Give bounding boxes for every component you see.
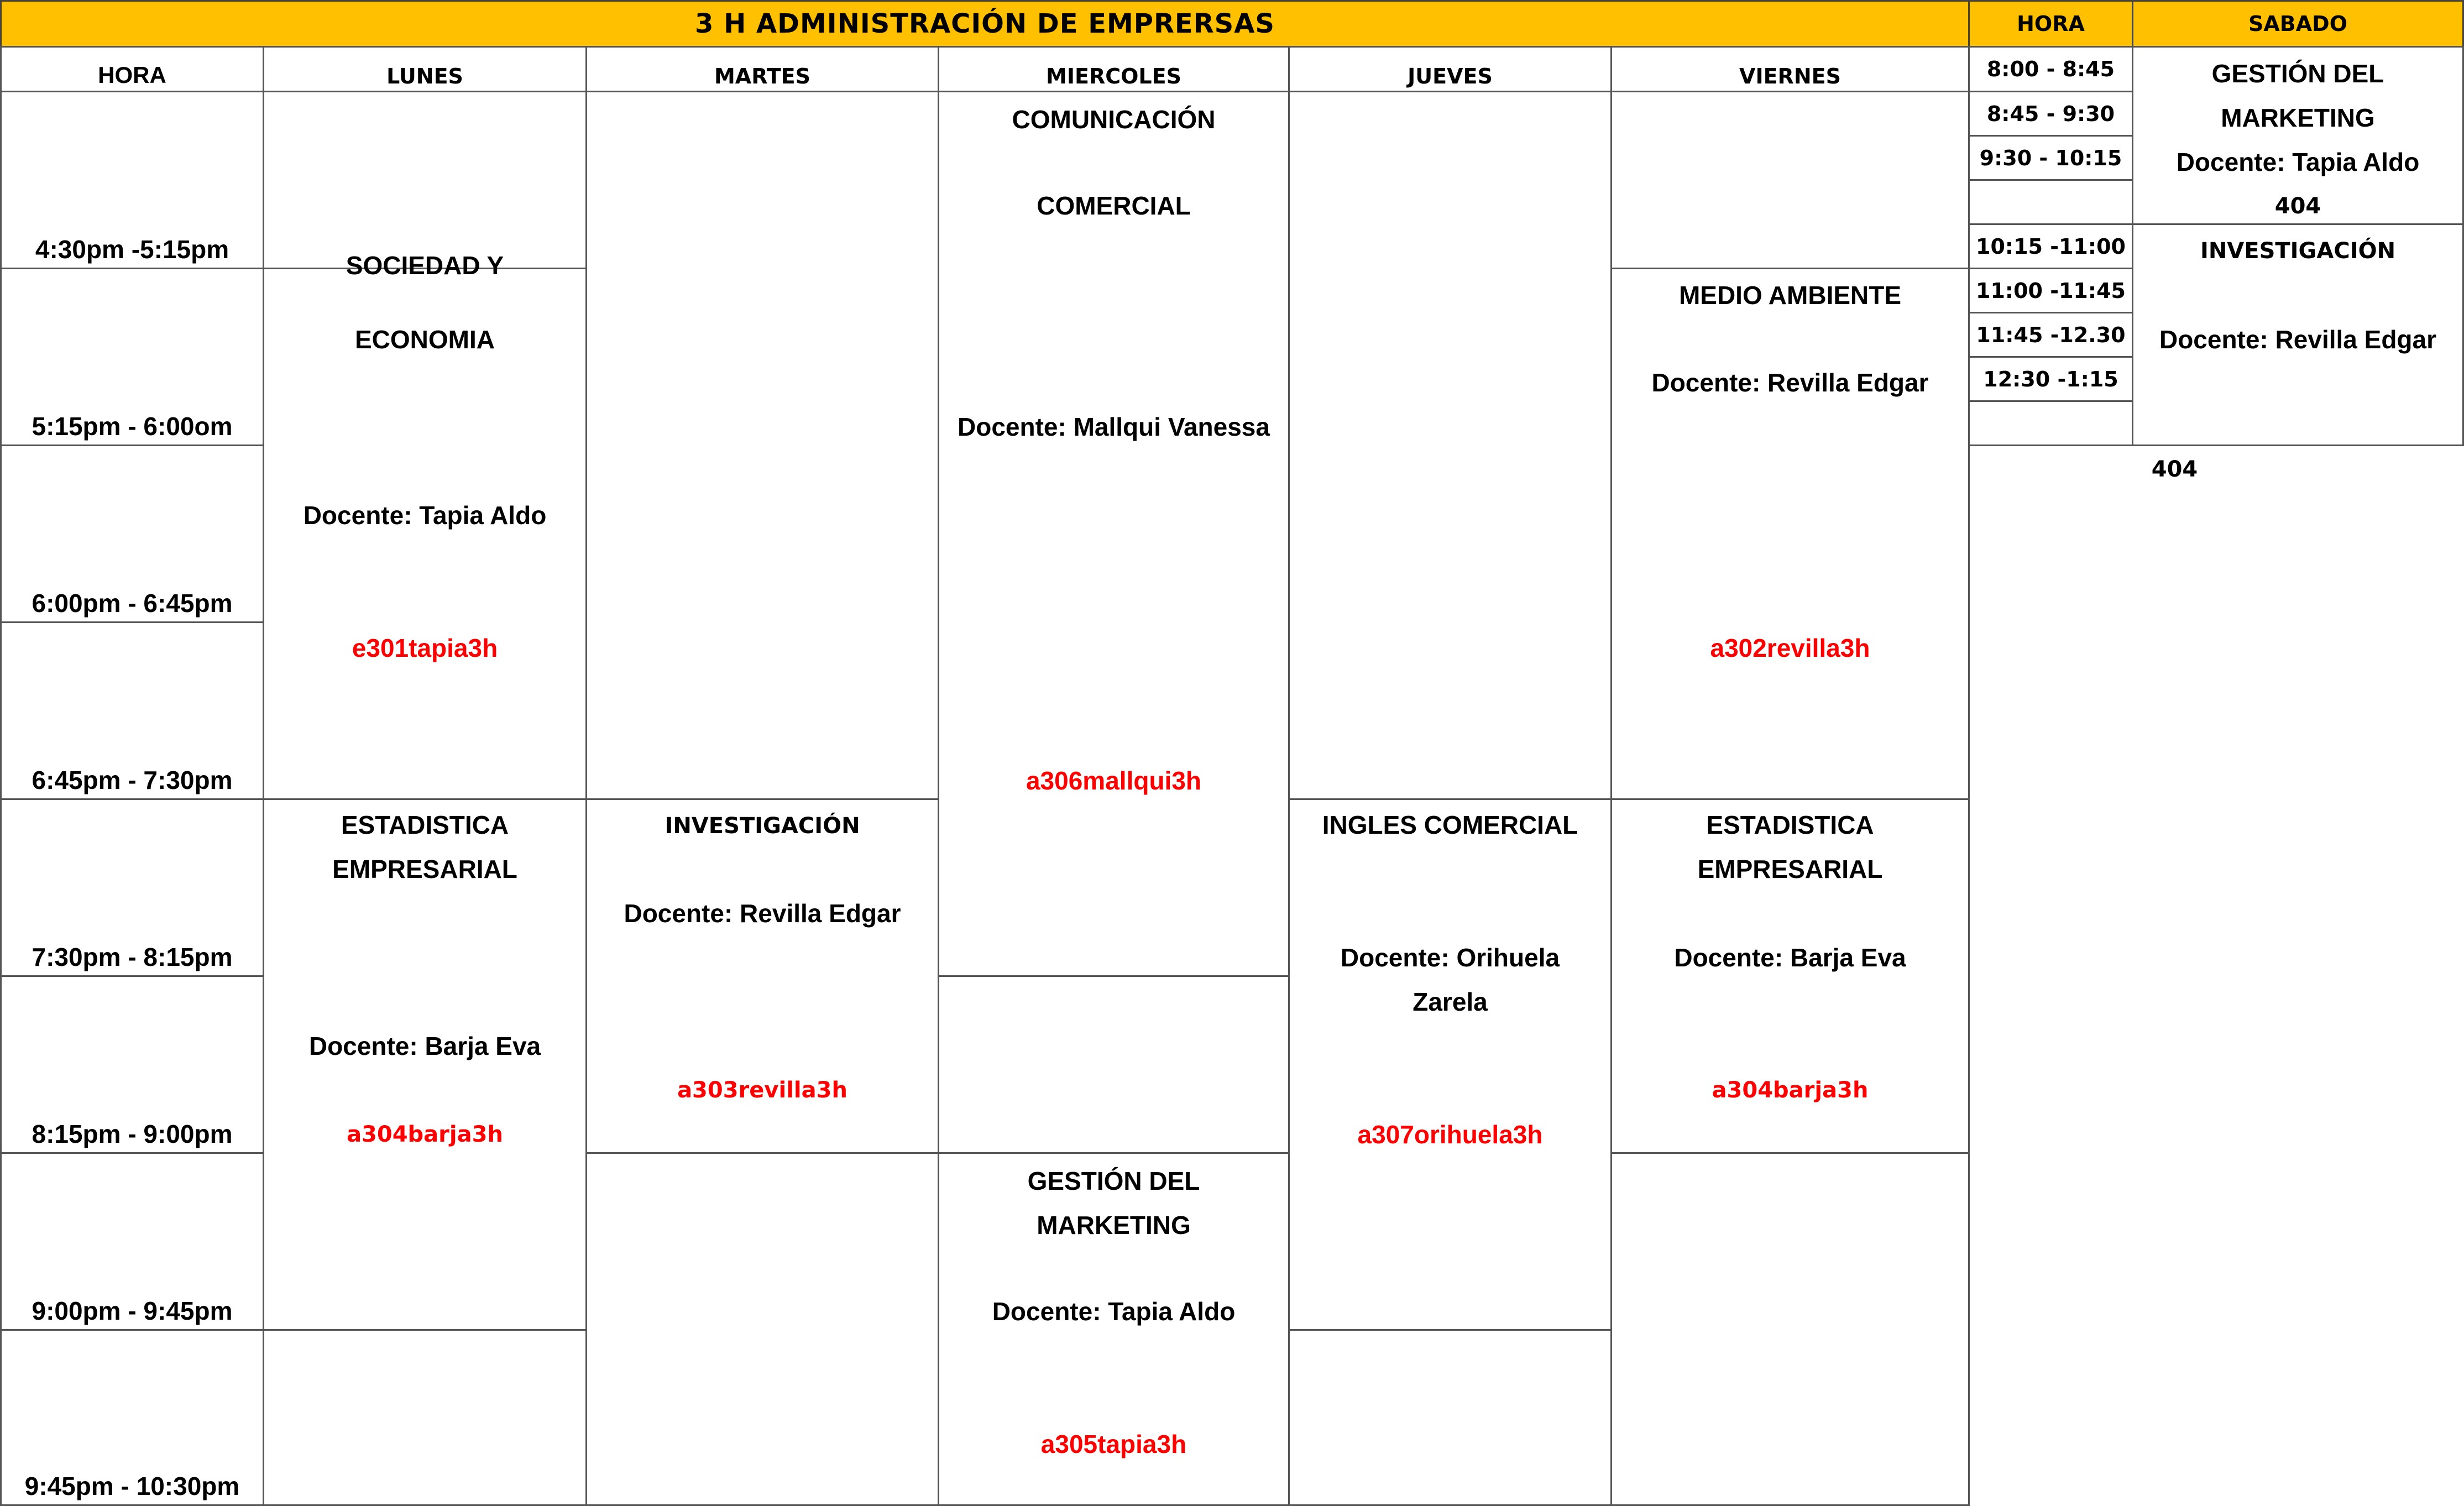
column-header-viernes: VIERNES	[1610, 46, 1970, 92]
saturday-time-slot: 8:00 - 8:45	[1968, 46, 2133, 92]
course-title: EMPRESARIAL	[1697, 855, 1883, 883]
time-slot: 6:00pm - 6:45pm	[0, 445, 264, 623]
saturday-time-slot: 11:45 -12.30	[1968, 312, 2133, 358]
saturday-time-slot: 9:30 - 10:15	[1968, 135, 2133, 181]
time-slot: 9:00pm - 9:45pm	[0, 1152, 264, 1331]
empty-cell	[1288, 1329, 1612, 1506]
time-slot: 6:45pm - 7:30pm	[0, 621, 264, 800]
empty-cell	[1288, 91, 1612, 800]
course-title: GESTIÓN DEL	[1027, 1167, 1200, 1195]
course-docente: Docente: Tapia Aldo	[992, 1297, 1236, 1326]
saturday-time-slot: 10:15 -11:00	[1968, 223, 2133, 269]
course-title: INVESTIGACIÓN	[665, 813, 860, 839]
course-block-estadistica	[1610, 798, 1970, 1154]
course-title: EMPRESARIAL	[332, 855, 517, 883]
column-header-martes: MARTES	[585, 46, 939, 92]
saturday-time-slot: 11:00 -11:45	[1968, 268, 2133, 313]
course-docente: Docente: Tapia Aldo	[2176, 148, 2420, 176]
column-header-hora: HORA	[0, 46, 264, 92]
course-title: MEDIO AMBIENTE	[1678, 281, 1902, 310]
course-title-cut: SOCIEDAD Y	[346, 251, 504, 280]
course-title: GESTIÓN DEL	[2211, 59, 2384, 88]
column-header-miercoles: MIERCOLES	[938, 46, 1290, 92]
course-docente: Docente: Orihuela	[1340, 943, 1560, 972]
time-slot: 7:30pm - 8:15pm	[0, 798, 264, 977]
course-title: INVESTIGACIÓN	[2200, 238, 2396, 264]
course-docente: Docente: Revilla Edgar	[2159, 325, 2437, 354]
course-block-sociedad-economia	[263, 251, 587, 800]
course-title: COMUNICACIÓN	[1012, 105, 1216, 134]
course-title: MARKETING	[1037, 1211, 1191, 1240]
course-room: 404	[2274, 194, 2321, 219]
time-slot: 8:15pm - 9:00pm	[0, 975, 264, 1154]
saturday-course-gestion-marketing	[2132, 46, 2464, 225]
empty-cell	[263, 1329, 587, 1506]
empty-cell	[1610, 1152, 1970, 1506]
saturday-room-label: 404	[2151, 457, 2198, 482]
time-slot: 5:15pm - 6:00om	[0, 268, 264, 446]
course-title: ESTADISTICA	[341, 810, 509, 839]
saturday-time-slot	[1968, 400, 2133, 446]
course-title: ECONOMIA	[355, 325, 495, 354]
empty-cell	[585, 1152, 939, 1506]
saturday-header-hora: HORA	[1968, 0, 2133, 48]
empty-cell	[938, 975, 1290, 1154]
course-docente: Zarela	[1413, 987, 1488, 1016]
saturday-header-day: SABADO	[2132, 0, 2464, 48]
course-docente: Docente: Barja Eva	[308, 1032, 541, 1060]
course-block-medio-ambiente	[1610, 268, 1970, 800]
course-code: a304barja3h	[1712, 1078, 1869, 1103]
course-docente: Docente: Mallqui Vanessa	[958, 412, 1270, 441]
course-block-ingles	[1288, 798, 1612, 1331]
course-block-estadistica	[263, 798, 587, 1331]
course-block-comunicacion	[938, 91, 1290, 977]
time-slot: 4:30pm -5:15pm	[0, 91, 264, 269]
empty-cell	[263, 91, 587, 269]
course-block-gestion-marketing	[938, 1152, 1290, 1506]
empty-cell	[585, 91, 939, 800]
column-header-jueves: JUEVES	[1288, 46, 1612, 92]
time-slot: 9:45pm - 10:30pm	[0, 1329, 264, 1506]
course-docente: Docente: Tapia Aldo	[303, 501, 547, 530]
course-docente: Docente: Revilla Edgar	[1651, 368, 1929, 397]
course-title: ESTADISTICA	[1706, 810, 1874, 839]
course-code: a307orihuela3h	[1357, 1120, 1543, 1149]
course-title: COMERCIAL	[1037, 191, 1191, 220]
course-code: e301tapia3h	[352, 634, 498, 662]
saturday-time-slot: 12:30 -1:15	[1968, 356, 2133, 402]
column-header-lunes: LUNES	[263, 46, 587, 92]
title-text: 3 H ADMINISTRACIÓN DE EMPRERSAS	[695, 8, 1275, 39]
schedule-title	[0, 0, 1970, 48]
course-title: MARKETING	[2221, 103, 2375, 132]
saturday-time-slot	[1968, 179, 2133, 225]
course-docente: Docente: Revilla Edgar	[624, 899, 901, 928]
course-code: a302revilla3h	[1710, 634, 1870, 662]
course-block-investigacion	[585, 798, 939, 1154]
course-code: a303revilla3h	[677, 1078, 848, 1103]
saturday-time-slot: 8:45 - 9:30	[1968, 91, 2133, 137]
course-docente: Docente: Barja Eva	[1674, 943, 1906, 972]
saturday-course-investigacion	[2132, 223, 2464, 446]
course-code: a305tapia3h	[1040, 1430, 1187, 1458]
course-code: a306mallqui3h	[1026, 766, 1202, 795]
course-code: a304barja3h	[347, 1122, 503, 1147]
empty-cell	[1610, 91, 1970, 269]
course-title: INGLES COMERCIAL	[1322, 810, 1578, 839]
